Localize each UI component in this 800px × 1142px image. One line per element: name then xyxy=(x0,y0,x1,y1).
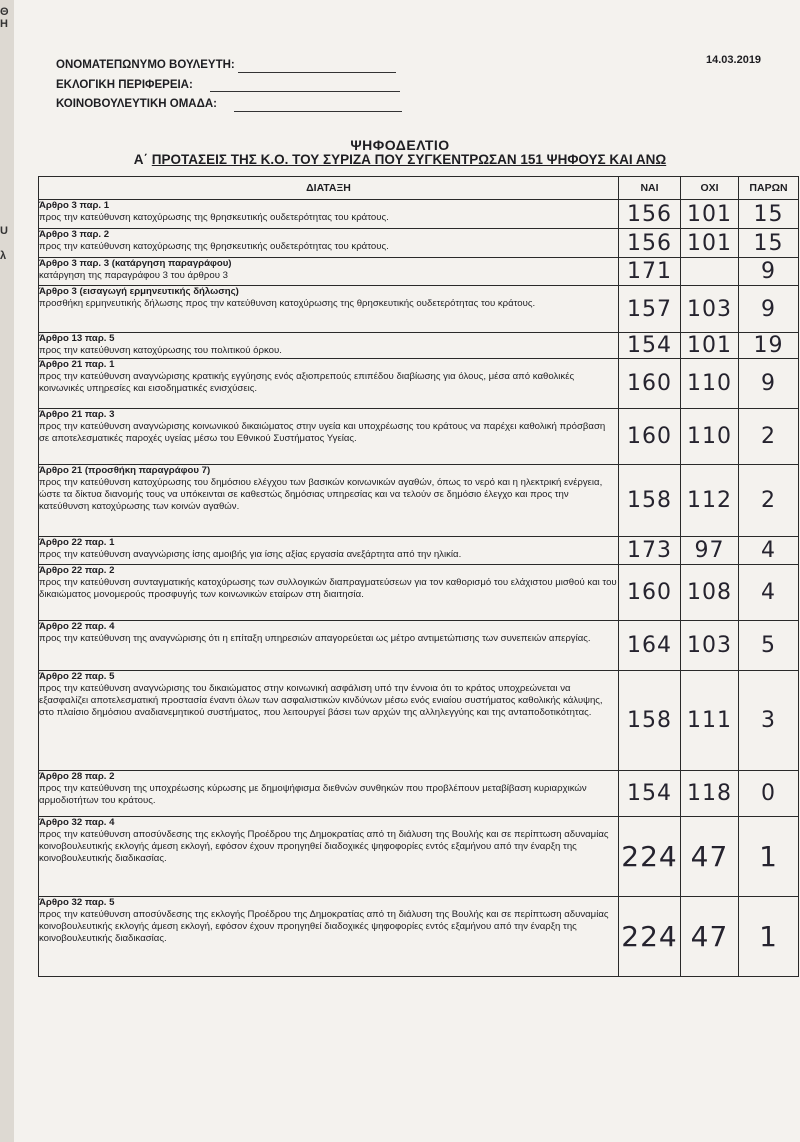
vote-no-cell[interactable]: 47 xyxy=(681,897,739,977)
vote-no-cell[interactable]: 101 xyxy=(681,333,739,359)
vote-present-cell[interactable]: 5 xyxy=(739,621,799,671)
article-label: Άρθρο 28 παρ. 2 xyxy=(39,771,115,782)
parliamentary-group-label: ΚΟΙΝΟΒΟΥΛΕΥΤΙΚΗ ΟΜΑΔΑ: xyxy=(56,98,217,110)
vote-no-cell[interactable]: 111 xyxy=(681,671,739,771)
provision-cell xyxy=(39,565,619,621)
vote-no-cell[interactable]: 103 xyxy=(681,286,739,333)
subtitle-prefix: Α΄ xyxy=(133,152,149,167)
vote-no-cell[interactable]: 103 xyxy=(681,621,739,671)
article-label: Άρθρο 22 παρ. 4 xyxy=(39,621,115,632)
vote-present-cell[interactable]: 0 xyxy=(739,771,799,817)
article-label: Άρθρο 3 παρ. 3 (κατάργηση παραγράφου) xyxy=(39,258,232,269)
article-label: Άρθρο 22 παρ. 1 xyxy=(39,537,115,548)
mp-name-label: ΟΝΟΜΑΤΕΠΩΝΥΜΟ ΒΟΥΛΕΥΤΗ: xyxy=(56,59,235,71)
provision-description: προσθήκη ερμηνευτικής δήλωσης προς την κατεύθυνση κατοχύρωσης της θρησκευτικής ουδετερότητας του κράτους. xyxy=(39,298,536,309)
vote-present-cell[interactable]: 19 xyxy=(739,333,799,359)
ballot-title: ΨΗΦΟΔΕΛΤΙΟ xyxy=(350,137,450,153)
provision-cell xyxy=(39,258,619,286)
vote-yes-cell[interactable]: 160 xyxy=(619,359,681,409)
vote-present-cell[interactable]: 1 xyxy=(739,817,799,897)
vote-no-cell[interactable]: 112 xyxy=(681,465,739,537)
provision-cell xyxy=(39,621,619,671)
col-no: ΟΧΙ xyxy=(681,177,739,200)
provision-cell xyxy=(39,200,619,229)
table-row xyxy=(39,671,799,771)
vote-present-cell[interactable]: 15 xyxy=(739,229,799,258)
table-row xyxy=(39,621,799,671)
provision-description: προς την κατεύθυνση κατοχύρωσης της θρησκευτικής ουδετερότητας του κράτους. xyxy=(39,241,389,252)
article-label: Άρθρο 3 παρ. 2 xyxy=(39,229,110,240)
vote-yes-cell[interactable]: 154 xyxy=(619,771,681,817)
vote-no-cell[interactable]: 110 xyxy=(681,359,739,409)
article-label: Άρθρο 3 παρ. 1 xyxy=(39,200,110,211)
article-label: Άρθρο 21 παρ. 3 xyxy=(39,409,115,420)
vote-no-cell[interactable]: 101 xyxy=(681,229,739,258)
vote-yes-cell[interactable]: 157 xyxy=(619,286,681,333)
table-row xyxy=(39,359,799,409)
table-row xyxy=(39,409,799,465)
article-label: Άρθρο 3 (εισαγωγή ερμηνευτικής δήλωσης) xyxy=(39,286,239,297)
table-row xyxy=(39,286,799,333)
vote-yes-cell[interactable]: 156 xyxy=(619,229,681,258)
vote-yes-cell[interactable]: 158 xyxy=(619,465,681,537)
vote-present-cell[interactable]: 9 xyxy=(739,359,799,409)
vote-no-cell[interactable]: 101 xyxy=(681,200,739,229)
provision-cell xyxy=(39,465,619,537)
vote-yes-cell[interactable]: 164 xyxy=(619,621,681,671)
provision-cell xyxy=(39,537,619,565)
vote-no-cell[interactable]: 110 xyxy=(681,409,739,465)
article-label: Άρθρο 22 παρ. 2 xyxy=(39,565,115,576)
vote-no-cell[interactable]: 47 xyxy=(681,817,739,897)
header-row xyxy=(39,177,799,200)
table-row xyxy=(39,258,799,286)
article-label: Άρθρο 21 παρ. 1 xyxy=(39,359,115,370)
vote-yes-cell[interactable]: 156 xyxy=(619,200,681,229)
provision-cell xyxy=(39,229,619,258)
provision-cell xyxy=(39,333,619,359)
provision-description: προς την κατεύθυνση αναγνώρισης ίσης αμοιβής για ίσης αξίας εργασία ανεξάρτητα από την ηλικία. xyxy=(39,549,462,560)
table-row xyxy=(39,897,799,977)
provision-description: προς την κατεύθυνση αναγνώρισης κρατικής εγγύησης ενός αξιοπρεπούς επιπέδου διαβίωσης για όλους, μέσα από καθολικές κοινωνικές υπηρεσίες και εισοδηματικές ενισχύσεις. xyxy=(39,371,575,394)
vote-yes-cell[interactable]: 173 xyxy=(619,537,681,565)
provision-description: προς την κατεύθυνση αναγνώρισης του δικαιώματος στην κοινωνική ασφάλιση υπό την έννοια ότι το κράτος υποχρεώνεται να εξασφαλίζει αποτελεσματική προστασία έναντι όλων των ασφαλιστικών κινδύνων μέσω ενός ενιαίου συστήματος καθολικής κάλυψης, στο πλαίσιο δημόσιου αναδιανεμητικού συστήματος, που λειτουργεί βάσει των αρχών της αλληλεγγύης και της ανταποδοτικότητας. xyxy=(39,683,603,718)
vote-no-cell[interactable]: 97 xyxy=(681,537,739,565)
provision-description: προς την κατεύθυνση συνταγματικής κατοχύρωσης των συλλογικών διαπραγματεύσεων για τον καθορισμό του ελάχιστου μισθού και του δικαιώματος μονομερούς προσφυγής των κοινωνικών εταίρων στη διαιτησία. xyxy=(39,577,617,600)
vote-yes-cell[interactable]: 160 xyxy=(619,409,681,465)
provision-description: προς την κατεύθυνση της υποχρέωσης κύρωσης με δημοψήφισμα διεθνών συνθηκών που προβλέπουν μεταβίβαση κυριαρχικών αρμοδιοτήτων του κράτους. xyxy=(39,783,587,806)
provision-cell xyxy=(39,359,619,409)
provision-description: προς την κατεύθυνση κατοχύρωσης της θρησκευτικής ουδετερότητας του κράτους. xyxy=(39,212,389,223)
article-label: Άρθρο 32 παρ. 4 xyxy=(39,817,115,828)
table-row xyxy=(39,817,799,897)
vote-yes-cell[interactable]: 171 xyxy=(619,258,681,286)
vote-no-cell[interactable]: 108 xyxy=(681,565,739,621)
ballot-subtitle xyxy=(0,152,800,167)
article-label: Άρθρο 13 παρ. 5 xyxy=(39,333,115,344)
col-provision: ΔΙΑΤΑΞΗ xyxy=(39,177,619,200)
col-present: ΠΑΡΩΝ xyxy=(739,177,799,200)
provision-cell xyxy=(39,817,619,897)
article-label: Άρθρο 21 (προσθήκη παραγράφου 7) xyxy=(39,465,211,476)
vote-present-cell[interactable]: 15 xyxy=(739,200,799,229)
vote-yes-cell[interactable]: 154 xyxy=(619,333,681,359)
table-row xyxy=(39,771,799,817)
provision-cell xyxy=(39,671,619,771)
vote-present-cell[interactable]: 3 xyxy=(739,671,799,771)
article-label: Άρθρο 22 παρ. 5 xyxy=(39,671,115,682)
vote-present-cell[interactable]: 9 xyxy=(739,286,799,333)
vote-present-cell[interactable]: 2 xyxy=(739,409,799,465)
strip-text-mid2: λ xyxy=(0,250,7,262)
vote-present-cell[interactable]: 2 xyxy=(739,465,799,537)
table-row xyxy=(39,537,799,565)
table-row xyxy=(39,229,799,258)
provision-description: προς την κατεύθυνση αποσύνδεσης της εκλογής Προέδρου της Δημοκρατίας από τη διάλυση της Βουλής και σε περίπτωση αδυναμίας κοινοβουλευτικής εκλογής άμεση εκλογή, εφόσον έχουν προηγηθεί διαδοχικές ψηφοφορίες εντός εξαμήνου από την έναρξη της κοινοβουλευτικής διαδικασίας. xyxy=(39,909,609,944)
subtitle-text: ΠΡΟΤΑΣΕΙΣ ΤΗΣ Κ.Ο. ΤΟΥ ΣΥΡΙΖΑ ΠΟΥ ΣΥΓΚΕΝΤΡΩΣΑΝ 151 ΨΗΦΟΥΣ ΚΑΙ ΑΝΩ xyxy=(151,152,667,167)
table-row xyxy=(39,200,799,229)
document-date: 14.03.2019 xyxy=(706,54,762,66)
table-row xyxy=(39,465,799,537)
provision-cell xyxy=(39,771,619,817)
vote-present-cell[interactable]: 9 xyxy=(739,258,799,286)
vote-no-cell[interactable] xyxy=(681,258,739,286)
vote-present-cell[interactable]: 1 xyxy=(739,897,799,977)
provision-cell xyxy=(39,409,619,465)
table-row xyxy=(39,565,799,621)
provision-description: προς την κατεύθυνση κατοχύρωσης του δημόσιου ελέγχου των βασικών κοινωνικών αγαθών, όπως το νερό και η ηλεκτρική ενέργεια, ώστε τα δίκτυα διανομής τους να υπόκεινται σε καθεστώς δημόσιας υπηρεσίας και να τελούν σε δημόσιο έλεγχο και προς την κατεύθυνση κατοχύρωσης των κοινών αγαθών. xyxy=(39,477,603,512)
provision-description: προς την κατεύθυνση αναγνώρισης κοινωνικού δικαιώματος στην υγεία και υποχρέωσης του κράτους να παρέχει καθολική πρόσβαση σε αποτελεσματικές παροχές υγείας μέσω του Εθνικού Συστήματος Υγείας. xyxy=(39,421,606,444)
provision-description: προς την κατεύθυνση αποσύνδεσης της εκλογής Προέδρου της Δημοκρατίας από τη διάλυση της Βουλής και σε περίπτωση αδυναμίας κοινοβουλευτικής εκλογής άμεση εκλογή, εφόσον έχουν προηγηθεί διαδοχικές ψηφοφορίες εντός εξαμήνου από την έναρξη της κοινοβουλευτικής διαδικασίας. xyxy=(39,829,609,864)
background-strip xyxy=(0,0,14,1142)
ballot-table xyxy=(38,176,799,977)
provision-description: προς την κατεύθυνση της αναγνώρισης ότι η επίταξη υπηρεσιών απαγορεύεται ως μέτρο αντιμετώπισης των συνεπειών απεργίας. xyxy=(39,633,591,644)
vote-present-cell[interactable]: 4 xyxy=(739,565,799,621)
electoral-region-label: ΕΚΛΟΓΙΚΗ ΠΕΡΙΦΕΡΕΙΑ: xyxy=(56,79,193,91)
parliamentary-group-line[interactable] xyxy=(234,111,402,112)
vote-yes-cell[interactable]: 158 xyxy=(619,671,681,771)
article-label: Άρθρο 32 παρ. 5 xyxy=(39,897,115,908)
provision-cell xyxy=(39,897,619,977)
vote-present-cell[interactable]: 4 xyxy=(739,537,799,565)
vote-yes-cell[interactable]: 160 xyxy=(619,565,681,621)
col-yes: ΝΑΙ xyxy=(619,177,681,200)
strip-text-top: Θ Η xyxy=(0,6,9,30)
strip-text-mid1: U xyxy=(0,225,8,237)
mp-name-line[interactable] xyxy=(238,72,396,73)
vote-no-cell[interactable]: 118 xyxy=(681,771,739,817)
table-row xyxy=(39,333,799,359)
provision-description: κατάργηση της παραγράφου 3 του άρθρου 3 xyxy=(39,270,228,281)
provision-description: προς την κατεύθυνση κατοχύρωσης του πολιτικού όρκου. xyxy=(39,345,282,356)
electoral-region-line[interactable] xyxy=(210,91,400,92)
vote-yes-cell[interactable]: 224 xyxy=(619,897,681,977)
provision-cell xyxy=(39,286,619,333)
vote-yes-cell[interactable]: 224 xyxy=(619,817,681,897)
